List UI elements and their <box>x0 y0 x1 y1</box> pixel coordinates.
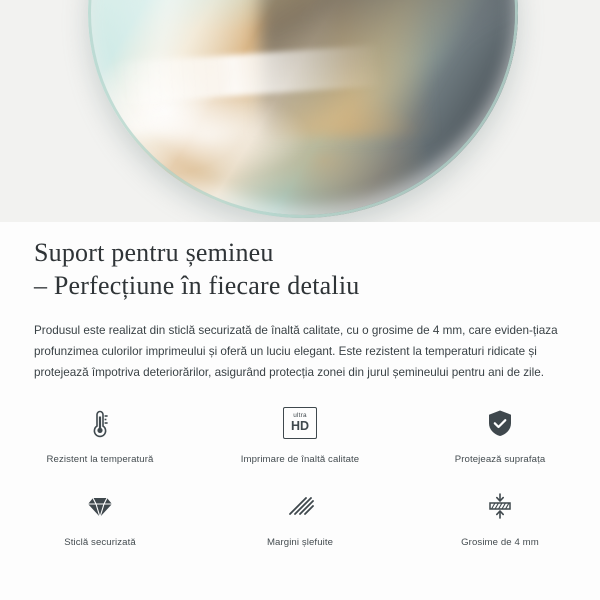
feature-item-surface-protection <box>400 400 600 465</box>
feature-label: Imprimare de înaltă calitate <box>240 454 360 465</box>
feature-label: Rezistent la temperatură <box>46 454 154 465</box>
diamond-icon <box>77 483 123 529</box>
page-title-line-1: Suport pentru șemineu <box>34 238 274 267</box>
thermometer-icon <box>77 400 123 446</box>
ultra-hd-badge-bottom: HD <box>290 419 310 434</box>
text-content <box>0 222 600 383</box>
round-marble-glass-plate-image <box>88 0 518 218</box>
page-title <box>0 222 600 302</box>
feature-label: Protejează suprafața <box>454 454 546 465</box>
thickness-icon <box>477 483 523 529</box>
ultra-hd-icon <box>277 400 323 446</box>
feature-item-thickness <box>400 483 600 548</box>
polished-edges-icon <box>277 483 323 529</box>
product-description-text: Produsul este realizat din sticlă securizată de înaltă calitate, cu o grosime de 4 mm, care eviden-țiaza profunzimea culorilor imprimeului și oferă un luciu elegant. Este rezistent la temperaturi ridicate și protejează împotriva deteriorărilor, asigurând protecția zonei din jurul șemineului pentru ani de zile. <box>34 324 558 379</box>
page-title-line-2: – Perfecțiune în fiecare detaliu <box>34 271 360 300</box>
feature-item-temperature <box>0 400 200 465</box>
feature-item-print-quality <box>200 400 400 465</box>
hero-image <box>0 0 600 222</box>
feature-label: Margini șlefuite <box>266 537 334 548</box>
feature-item-tempered-glass <box>0 483 200 548</box>
shield-check-icon <box>477 400 523 446</box>
feature-grid <box>0 400 600 548</box>
feature-label: Sticlă securizată <box>64 537 136 548</box>
ultra-hd-badge-top: ultra <box>293 412 307 420</box>
feature-item-polished-edges <box>200 483 400 548</box>
feature-label: Grosime de 4 mm <box>461 537 539 548</box>
